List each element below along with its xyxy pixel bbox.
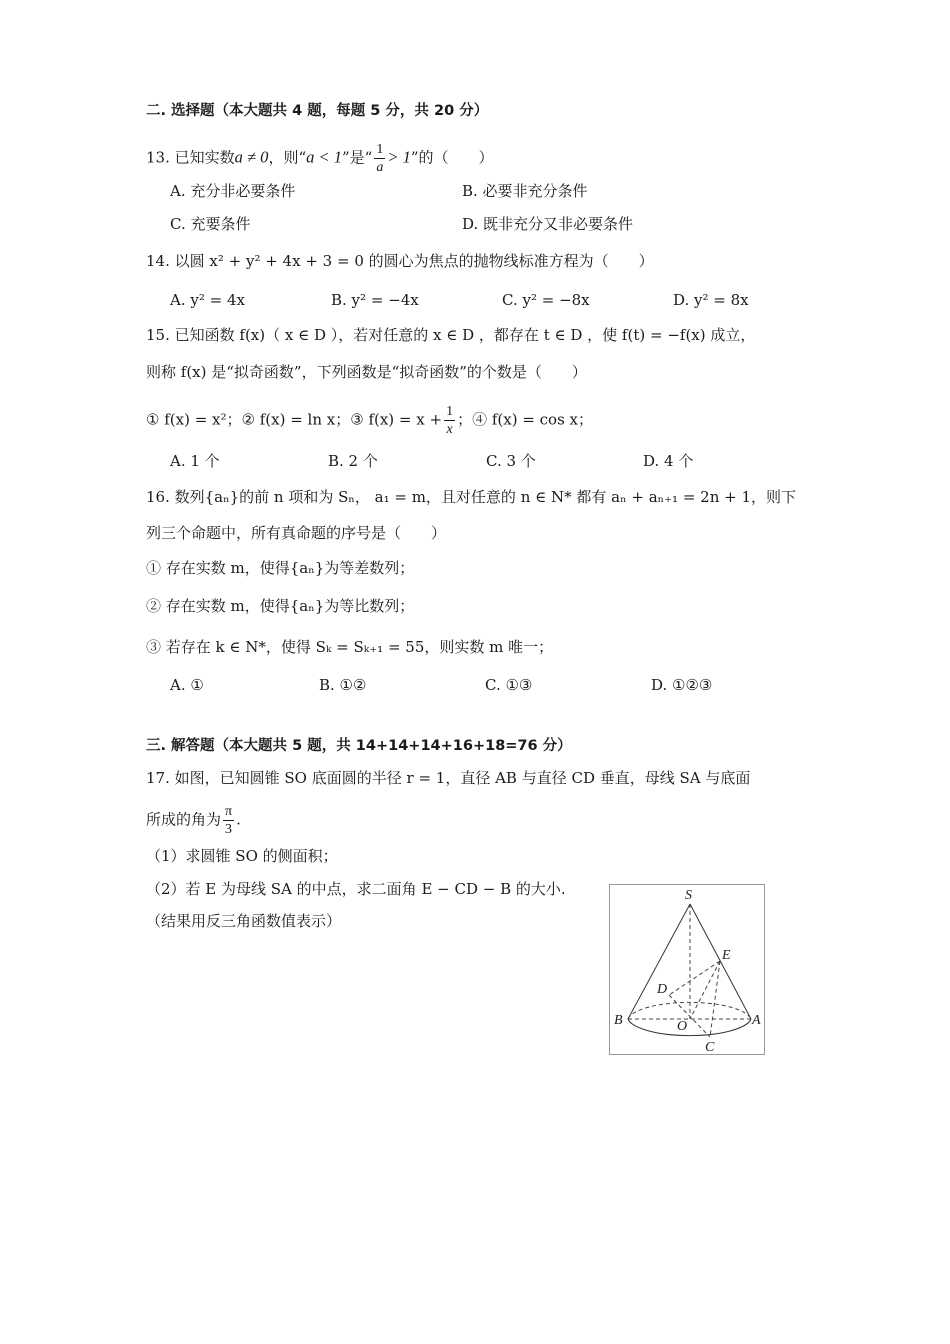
label-e: E [722, 948, 731, 963]
q17-fraction [223, 803, 234, 838]
label-a: A [752, 1013, 761, 1028]
q13-cond1: a ≠ 0 [234, 147, 269, 167]
q15-frac-den: x [446, 422, 453, 437]
q16-statement-1: ① 存在实数 m，使得{aₙ}为等差数列； [146, 559, 415, 577]
q16-option-d: D. ①②③ [651, 676, 713, 694]
q13-option-c: C. 充要条件 [170, 215, 251, 233]
q13-stem-b: ，则“ [268, 148, 307, 167]
q17-part-1: （1）求圆锥 SO 的侧面积； [146, 847, 338, 865]
question-15-line1: 15. 已知函数 f(x)（ x ∈ D ），若对任意的 x ∈ D ，都存在 t ∈ D ，使 f(t) = −f(x) 成立， [146, 326, 756, 344]
segment-eo [690, 961, 720, 1019]
label-d: D [657, 982, 668, 997]
segment-ec [710, 961, 720, 1037]
question-17-line2 [146, 803, 241, 838]
label-c: C [705, 1040, 715, 1054]
label-s: S [685, 888, 692, 903]
q13-stem-a: 13. 已知实数 [146, 148, 235, 167]
q13-cond2: a < 1 [306, 147, 342, 167]
q15-option-d: D. 4 个 [643, 452, 694, 470]
q16-option-a: A. ① [170, 676, 204, 694]
section-heading-answer: 三. 解答题（本大题共 5 题，共 14+14+14+16+18=76 分） [146, 738, 572, 754]
generatrix-sb [628, 904, 690, 1019]
q17-line2-end: . [236, 810, 241, 829]
q15-option-a: A. 1 个 [170, 452, 220, 470]
cone-figure [609, 884, 765, 1055]
q16-statement-2: ② 存在实数 m，使得{aₙ}为等比数列； [146, 597, 415, 615]
q14-option-d: D. y² = 8x [673, 291, 749, 309]
q17-line2-text: 所成的角为 [146, 810, 222, 829]
base-front-arc [628, 1019, 751, 1036]
question-17-line1: 17. 如图，已知圆锥 SO 底面圆的半径 r = 1，直径 AB 与直径 CD 垂直，母线 SA 与底面 [146, 769, 751, 787]
label-b: B [614, 1013, 623, 1028]
q17-part-3: （结果用反三角函数值表示） [146, 912, 342, 930]
q15-option-c: C. 3 个 [486, 452, 536, 470]
label-o: O [677, 1019, 688, 1034]
q16-statement-3: ③ 若存在 k ∈ N*，使得 Sₖ = Sₖ₊₁ = 55，则实数 m 唯一； [146, 638, 554, 656]
question-15-line2: 则称 f(x) 是“拟奇函数”，下列函数是“拟奇函数”的个数是（ ） [146, 363, 587, 381]
cone-diagram [610, 885, 764, 1054]
segment-ed [669, 961, 720, 995]
q13-cond3: > 1 [387, 147, 411, 167]
question-16-line2: 列三个命题中，所有真命题的序号是（ ） [146, 524, 447, 542]
diameter-cd [669, 995, 710, 1037]
section-heading-choice: 二. 选择题（本大题共 4 题，每题 5 分，共 20 分） [146, 103, 489, 119]
q13-stem-c: ”是“ [342, 148, 373, 167]
q15-option-b: B. 2 个 [328, 452, 378, 470]
question-13-stem [146, 141, 494, 176]
q14-option-a: A. y² = 4x [170, 291, 245, 309]
q13-option-b: B. 必要非充分条件 [462, 182, 588, 200]
q13-frac-num: 1 [376, 142, 384, 157]
q14-option-c: C. y² = −8x [502, 291, 590, 309]
q15-funcs-b: ；④ f(x) = cos x； [457, 410, 594, 429]
q13-fraction [374, 141, 385, 176]
q17-frac-den: 3 [225, 822, 233, 837]
q14-option-b: B. y² = −4x [331, 291, 419, 309]
q15-function-list [146, 403, 593, 438]
q15-funcs-a: ① f(x) = x²；② f(x) = ln x；③ f(x) = x + [146, 410, 443, 429]
q13-option-a: A. 充分非必要条件 [170, 182, 296, 200]
question-16-line1: 16. 数列{aₙ}的前 n 项和为 Sₙ， a₁ = m，且对任意的 n ∈ N* 都有 aₙ + aₙ₊₁ = 2n + 1，则下 [146, 488, 797, 506]
q17-part-2: （2）若 E 为母线 SA 的中点，求二面角 E − CD − B 的大小. [146, 880, 566, 898]
q13-stem-d: ”的（ ） [410, 148, 494, 167]
question-14-stem: 14. 以圆 x² + y² + 4x + 3 = 0 的圆心为焦点的抛物线标准方程为（ ） [146, 252, 654, 270]
q17-frac-num: π [225, 804, 233, 819]
q16-option-c: C. ①③ [485, 676, 533, 694]
q15-frac-num: 1 [446, 404, 454, 419]
q15-fraction [444, 403, 455, 438]
q16-option-b: B. ①② [319, 676, 367, 694]
q13-option-d: D. 既非充分又非必要条件 [462, 215, 634, 233]
q13-frac-den: a [376, 160, 384, 175]
